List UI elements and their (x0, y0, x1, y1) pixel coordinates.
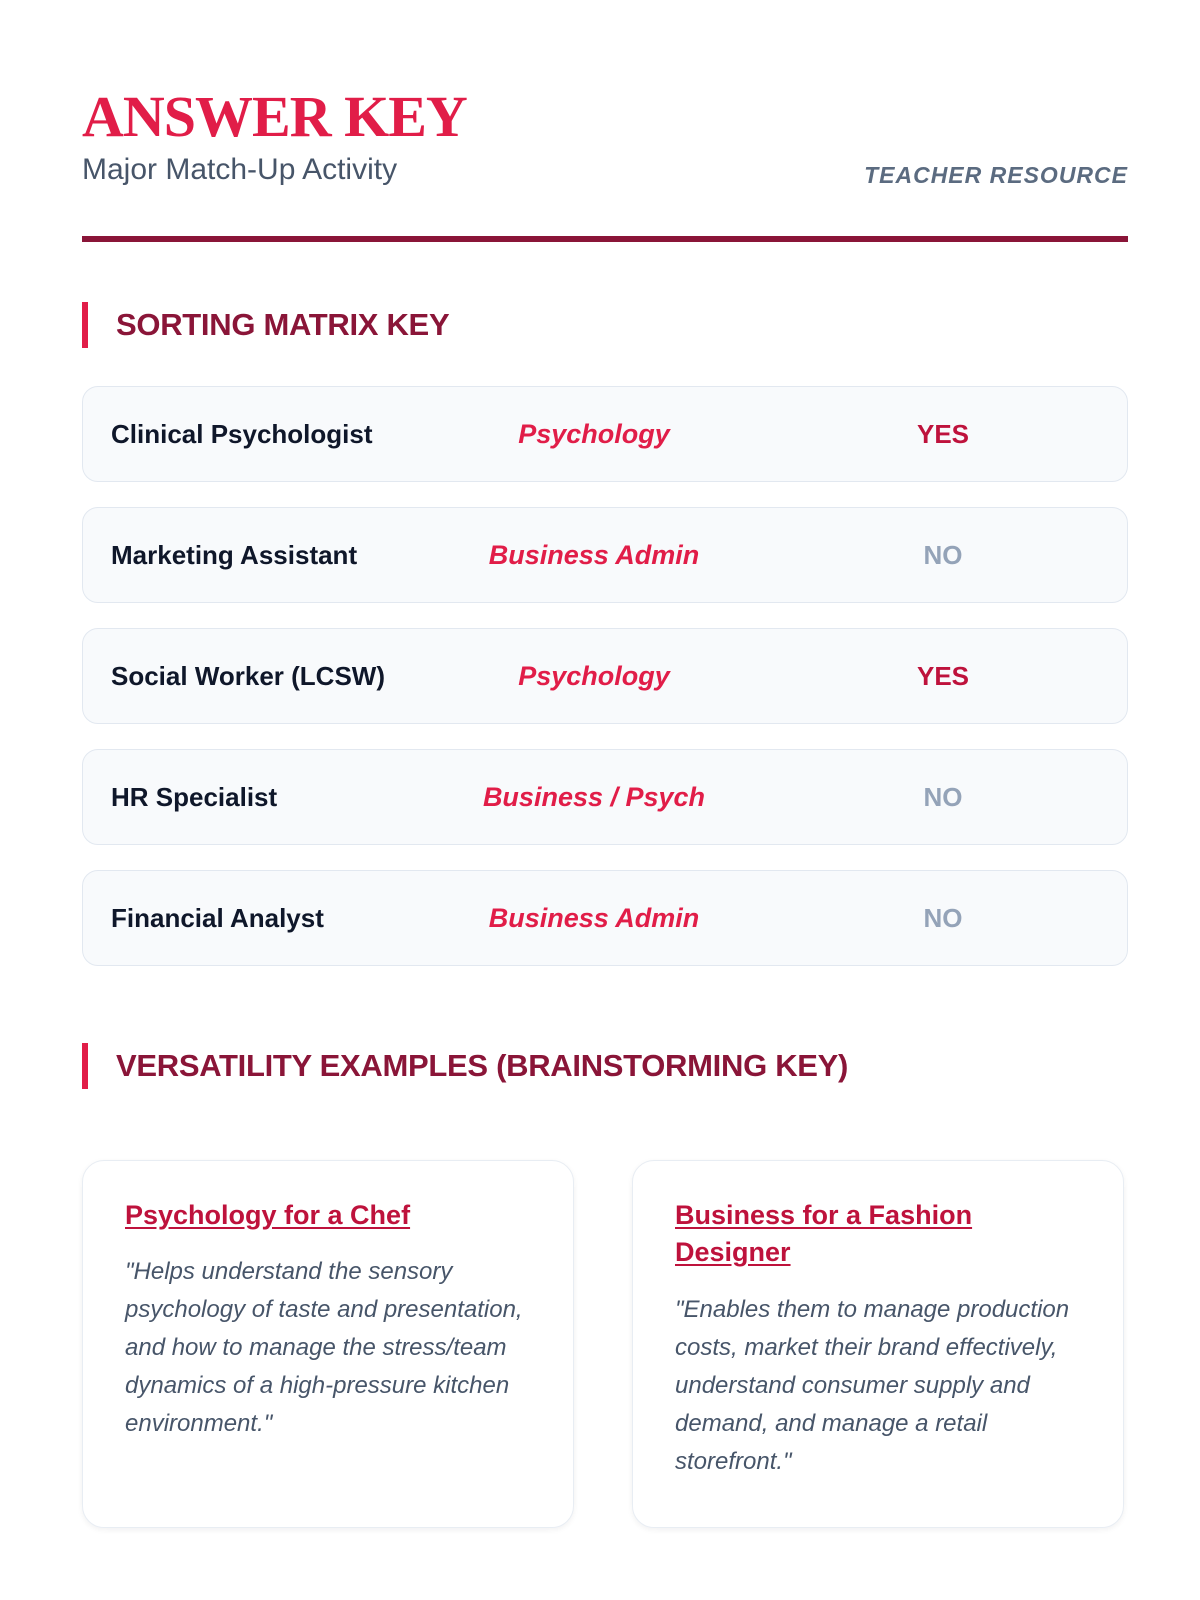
career-name: Financial Analyst (111, 903, 324, 933)
example-card-chef (82, 1160, 574, 1528)
matrix-row (82, 386, 1128, 482)
career-name: Marketing Assistant (111, 540, 358, 570)
sorting-matrix-heading (82, 302, 1128, 348)
major-name: Business Admin (488, 903, 700, 933)
career-name: HR Specialist (111, 782, 278, 812)
major-name: Business / Psych (482, 782, 706, 812)
matrix-row (82, 870, 1128, 966)
major-name: Psychology (518, 661, 670, 691)
versatility-heading (82, 1043, 1128, 1089)
section-title: SORTING MATRIX KEY (116, 307, 450, 342)
match-answer: YES (916, 419, 970, 449)
example-card-fashion-designer (632, 1160, 1124, 1528)
match-answer: NO (923, 903, 963, 933)
matrix-row (82, 628, 1128, 724)
example-title: Psychology for a Chef (125, 1200, 411, 1230)
page-title: ANSWER KEY (82, 84, 467, 149)
matrix-row (82, 749, 1128, 845)
section-accent-bar (82, 302, 88, 348)
major-name: Business Admin (488, 540, 700, 570)
career-name: Social Worker (LCSW) (111, 661, 386, 691)
match-answer: NO (923, 540, 963, 570)
career-name: Clinical Psychologist (111, 419, 373, 449)
section-accent-bar (82, 1043, 88, 1089)
example-quote: "Enables them to manage production costs, market their brand effectively, understand consumer supply and demand, and manage a retail storefront." (675, 1296, 1070, 1475)
match-answer: NO (923, 782, 963, 812)
teacher-resource-tag: TEACHER RESOURCE (864, 162, 1128, 188)
major-name: Psychology (518, 419, 670, 449)
match-answer: YES (916, 661, 970, 691)
section-title: VERSATILITY EXAMPLES (BRAINSTORMING KEY) (116, 1048, 849, 1083)
page-subtitle: Major Match-Up Activity (82, 153, 398, 186)
example-quote: "Helps understand the sensory psychology of taste and presentation, and how to manage the stress/team dynamics of a high-pressure kitchen environment." (125, 1258, 523, 1437)
matrix-row (82, 507, 1128, 603)
example-title: Business for a Fashion Designer (675, 1200, 973, 1267)
header-divider (82, 236, 1128, 242)
